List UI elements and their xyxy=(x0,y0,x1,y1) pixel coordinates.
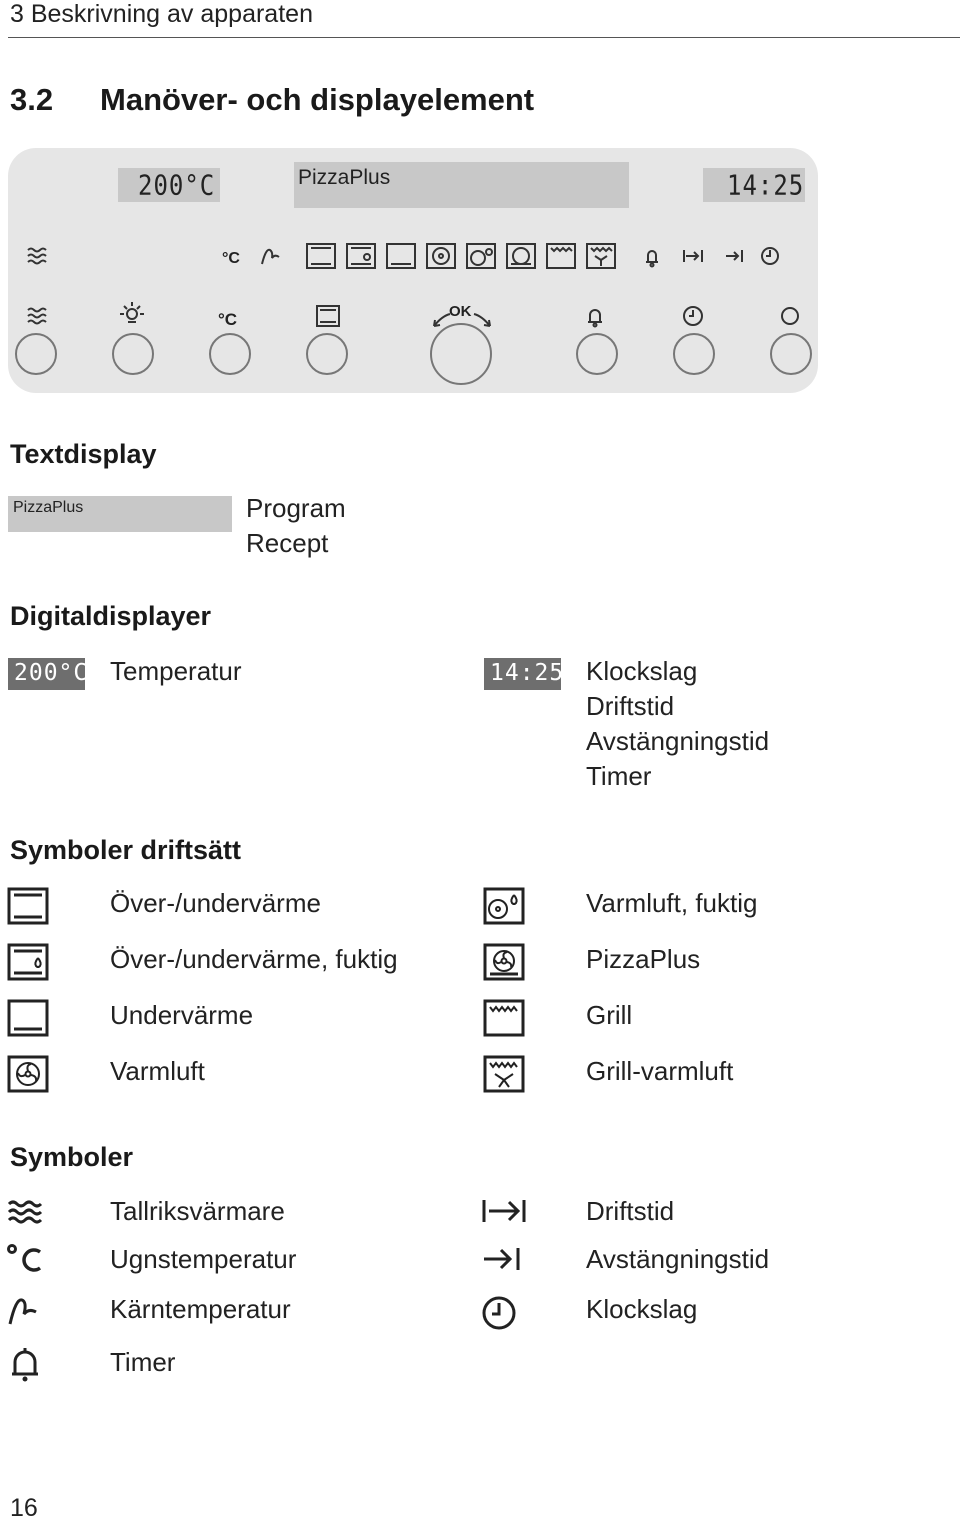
on-off-button[interactable] xyxy=(770,333,812,375)
oven-mode-button[interactable] xyxy=(306,333,348,375)
mode-label: Över-/undervärme xyxy=(110,888,321,918)
textdisplay-line: Recept xyxy=(246,528,329,558)
bell-icon xyxy=(588,310,602,327)
temperature-sample xyxy=(8,658,89,690)
on-off-icon xyxy=(782,308,798,324)
chapter-header: 3 Beskrivning av apparaten xyxy=(10,0,313,28)
mode-label: Över-/undervärme, fuktig xyxy=(110,944,398,974)
pizza-plus-icon xyxy=(507,244,535,268)
temperature-button[interactable] xyxy=(209,333,251,375)
symbol-label: Ugnstemperatur xyxy=(110,1244,297,1274)
symbol-label: Klockslag xyxy=(586,1294,698,1324)
symbol-label: Kärntemperatur xyxy=(110,1294,291,1324)
text-display-value: PizzaPlus xyxy=(298,166,391,189)
temperature-label: Temperatur xyxy=(110,656,242,686)
end-time-icon xyxy=(480,1244,530,1276)
end-time-icon xyxy=(726,250,742,262)
mode-label: Undervärme xyxy=(110,1000,254,1030)
textdisplay-lines xyxy=(246,491,346,561)
mode-label: Varmluft, fuktig xyxy=(586,888,758,918)
fan-icon xyxy=(427,244,455,268)
header-divider xyxy=(8,37,960,38)
textdisplay-line: Program xyxy=(246,493,346,523)
fan-moist-icon xyxy=(467,244,495,268)
grill-fan-icon xyxy=(482,1054,526,1094)
clock-line: Driftstid xyxy=(586,691,675,721)
button-labels-row xyxy=(20,298,810,334)
section-title-text: Manöver- och displayelement xyxy=(100,82,535,117)
symbol-label: Tallriksvärmare xyxy=(110,1196,285,1226)
textdisplay-sample-text: PizzaPlus xyxy=(13,499,84,516)
grill-icon xyxy=(482,998,526,1038)
temperature-sample-text: 200°C xyxy=(14,660,89,686)
clock-line: Klockslag xyxy=(586,656,698,686)
clock-sample-text: 14:25 xyxy=(490,660,565,686)
core-temperature-icon xyxy=(262,250,279,264)
top-bottom-heat-moist-icon xyxy=(347,244,375,268)
mode-label: Varmluft xyxy=(110,1056,205,1086)
temperature-display xyxy=(118,168,220,202)
modes-heading: Symboler driftsätt xyxy=(10,835,242,865)
clock-icon xyxy=(762,248,778,264)
plate-warmer-button[interactable] xyxy=(15,333,57,375)
clock-display xyxy=(703,168,805,202)
clock-line: Avstängningstid xyxy=(586,726,770,756)
lamp-button[interactable] xyxy=(112,333,154,375)
bottom-heat-icon xyxy=(6,998,50,1038)
symbol-label: Timer xyxy=(110,1347,176,1377)
textdisplay-heading: Textdisplay xyxy=(10,439,157,469)
page-number: 16 xyxy=(10,1494,38,1522)
duration-icon xyxy=(480,1196,530,1228)
clock-icon xyxy=(684,307,702,325)
oven-mode-icon xyxy=(317,306,339,326)
clock-line: Timer xyxy=(586,761,652,791)
grill-icon xyxy=(547,244,575,268)
duration-icon xyxy=(684,250,702,262)
fan-moist-icon xyxy=(482,886,526,926)
temperature-display-value: 200°C xyxy=(138,169,216,202)
symbol-label: Avstängningstid xyxy=(586,1244,770,1274)
clock-button[interactable] xyxy=(673,333,715,375)
symbol-label: Driftstid xyxy=(586,1196,675,1226)
textdisplay-sample xyxy=(8,496,232,532)
text-display xyxy=(294,162,629,208)
top-bottom-heat-icon xyxy=(307,244,335,268)
section-title xyxy=(10,82,534,118)
clock-display-value: 14:25 xyxy=(727,169,805,202)
mode-label: PizzaPlus xyxy=(586,944,701,974)
bell-icon xyxy=(646,251,658,267)
timer-button[interactable] xyxy=(576,333,618,375)
plate-warmer-icon xyxy=(28,249,46,264)
celsius-indicator: °C xyxy=(222,250,240,267)
ok-dial[interactable] xyxy=(430,323,492,385)
mode-label: Grill-varmluft xyxy=(586,1056,734,1086)
pizza-plus-icon xyxy=(482,942,526,982)
clock-sample xyxy=(484,658,565,690)
symbols-heading: Symboler xyxy=(10,1142,134,1172)
ok-label: OK xyxy=(449,303,472,320)
indicator-row xyxy=(20,238,800,274)
plate-warmer-icon xyxy=(6,1196,46,1228)
core-temperature-icon xyxy=(6,1292,46,1328)
clock-lines xyxy=(586,654,769,794)
section-number: 3.2 xyxy=(10,82,54,117)
plate-warmer-icon xyxy=(28,309,46,324)
top-bottom-heat-icon xyxy=(6,886,50,926)
fan-icon xyxy=(6,1054,50,1094)
lamp-icon xyxy=(120,302,144,322)
celsius-button-label: °C xyxy=(218,310,238,329)
bell-icon xyxy=(6,1344,46,1384)
mode-label: Grill xyxy=(586,1000,633,1030)
oven-temperature-icon xyxy=(6,1242,46,1278)
clock-icon xyxy=(480,1293,520,1333)
digital-heading: Digitaldisplayer xyxy=(10,601,212,631)
top-bottom-heat-moist-icon xyxy=(6,942,50,982)
grill-fan-icon xyxy=(587,244,615,268)
bottom-heat-icon xyxy=(387,244,415,268)
